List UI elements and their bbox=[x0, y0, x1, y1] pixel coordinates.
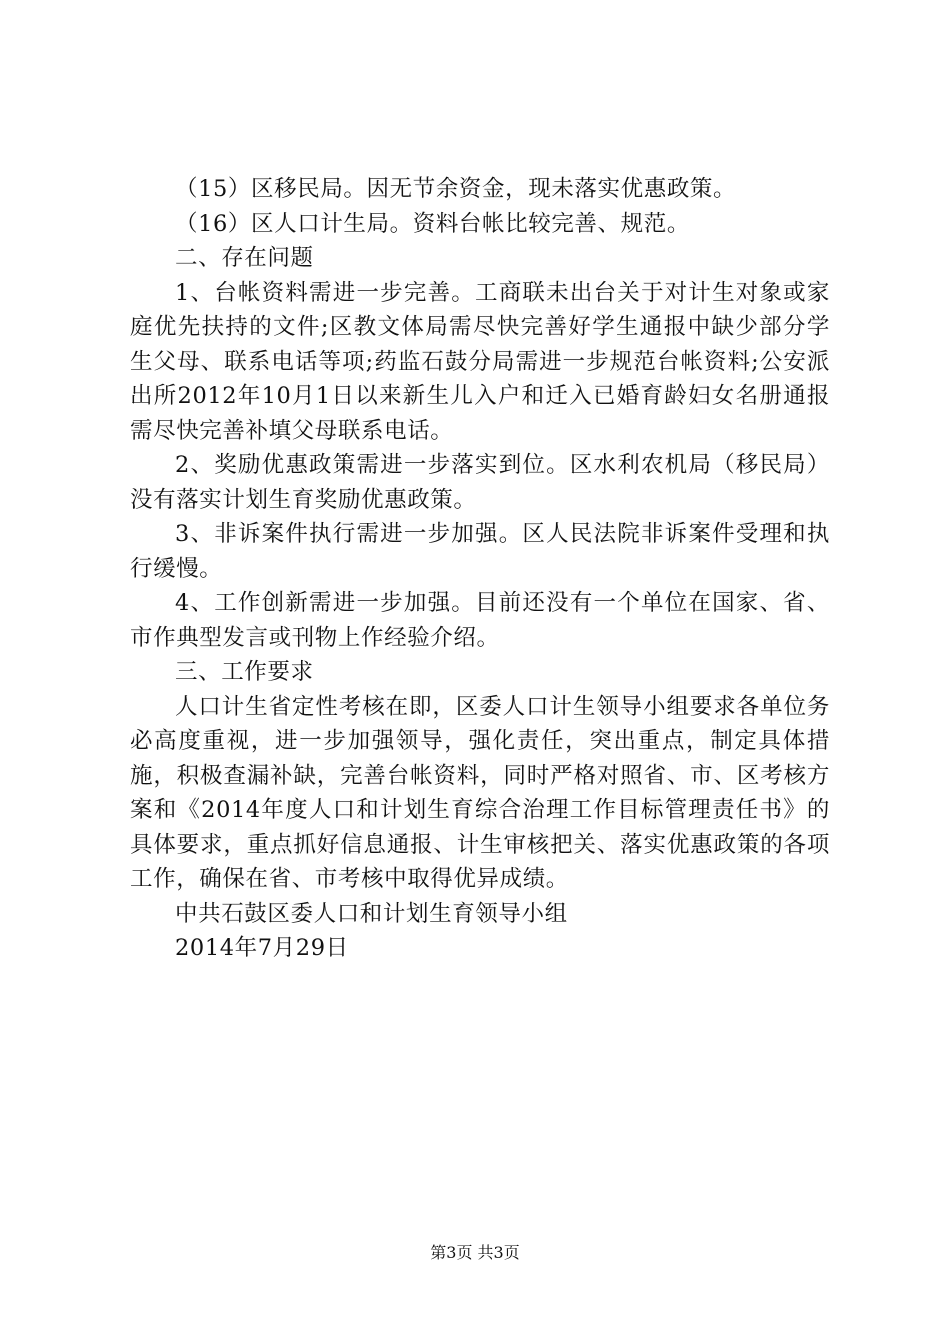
signature-date: 2014年7月29日 bbox=[175, 935, 349, 961]
paragraph-problem-1: 1、台帐资料需进一步完善。工商联未出台关于对计生对象或家庭优先扶持的文件;区教文体局需尽快完善好学生通报中缺少部分学生父母、联系电话等项;药监石鼓分局需进一步规范台帐资料;公安派出所2012年10月1日以来新生儿入户和迁入已婚育龄妇女名册通报需尽快完善补填父母联系电话。 bbox=[130, 279, 830, 444]
section-heading-problems: 二、存在问题 bbox=[175, 245, 314, 271]
section-heading-requirements: 三、工作要求 bbox=[175, 659, 314, 685]
document-body bbox=[130, 172, 830, 966]
page-number-footer: 第3页 共3页 bbox=[430, 1243, 520, 1262]
paragraph-requirements: 人口计生省定性考核在即，区委人口计生领导小组要求各单位务必高度重视，进一步加强领导，强化责任，突出重点，制定具体措施，积极查漏补缺，完善台帐资料，同时严格对照省、市、区考核方案和《2014年度人口和计划生育综合治理工作目标管理责任书》的具体要求，重点抓好信息通报、计生审核把关、落实优惠政策的各项工作，确保在省、市考核中取得优异成绩。 bbox=[130, 693, 830, 892]
paragraph-problem-4: 4、工作创新需进一步加强。目前还没有一个单位在国家、省、市作典型发言或刊物上作经验介绍。 bbox=[130, 590, 830, 651]
paragraph-item-15: （15）区移民局。因无节余资金，现未落实优惠政策。 bbox=[175, 176, 737, 202]
signature-organization: 中共石鼓区委人口和计划生育领导小组 bbox=[175, 900, 568, 927]
paragraph-item-16: （16）区人口计生局。资料台帐比较完善、规范。 bbox=[175, 210, 690, 237]
paragraph-problem-3: 3、非诉案件执行需进一步加强。区人民法院非诉案件受理和执行缓慢。 bbox=[130, 521, 830, 582]
paragraph-problem-2: 2、奖励优惠政策需进一步落实到位。区水利农机局（移民局）没有落实计划生育奖励优惠政策。 bbox=[130, 452, 830, 513]
